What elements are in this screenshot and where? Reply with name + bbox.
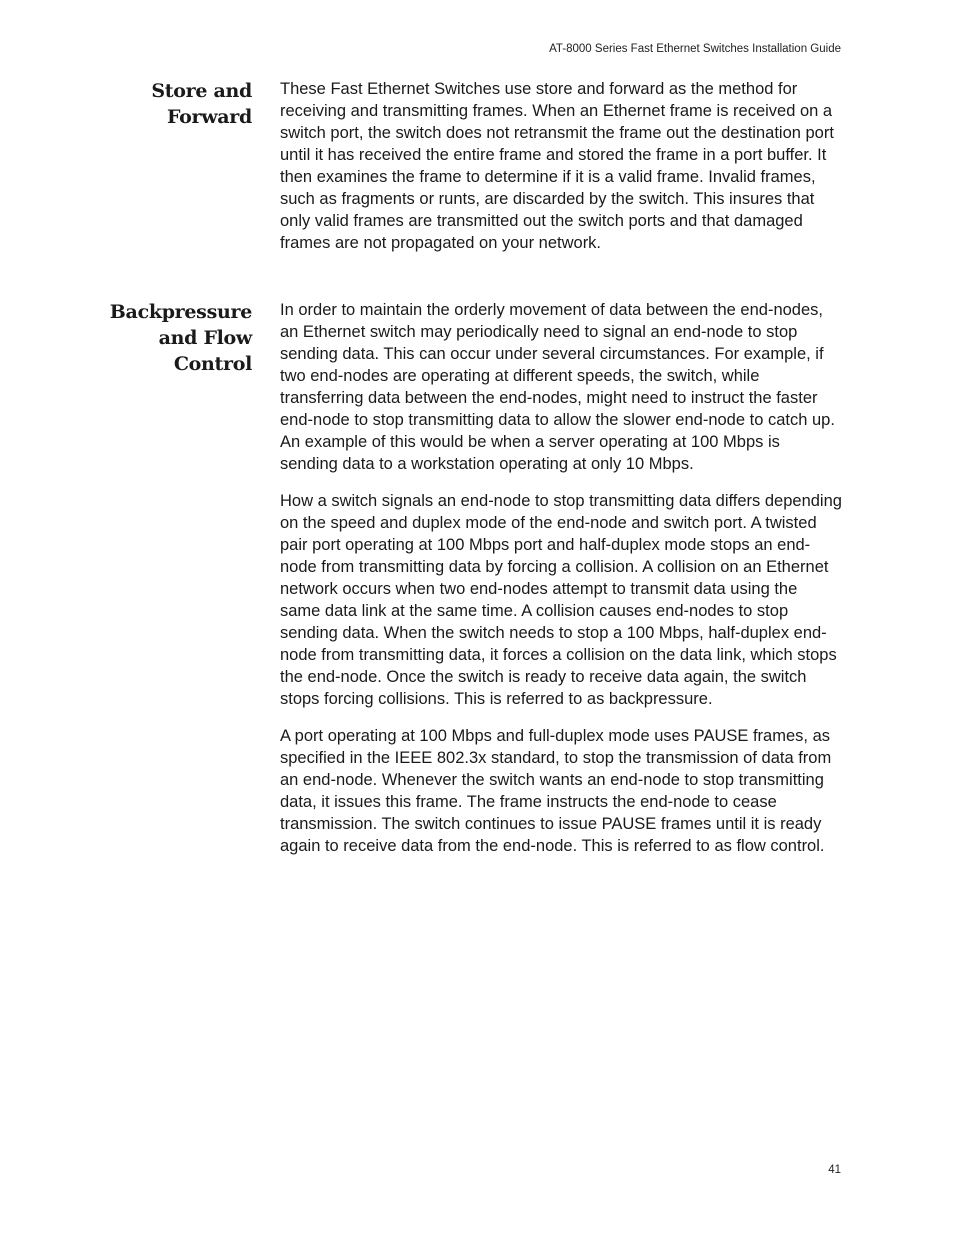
page-number: 41 (828, 1164, 841, 1176)
section-heading-line: Forward (167, 106, 252, 128)
section-heading-line: Backpressure (109, 301, 252, 323)
section-body (280, 78, 842, 269)
section-body (280, 299, 842, 872)
body-paragraph: A port operating at 100 Mbps and full-duplex mode uses PAUSE frames, as specified in the IEEE 802.3x standard, to stop the transmission of data from an end-node. Whenever the switch wants an end-node to stop transmitting data, it issues this frame. The frame instructs the end-node to cease transmission. The switch continues to issue PAUSE frames until it is ready again to receive data from the end-node. This is referred to as flow control. (280, 727, 832, 855)
body-paragraph: These Fast Ethernet Switches use store and forward as the method for receiving and transmitting frames. When an Ethernet frame is received on a switch port, the switch does not retransmit the frame out the destination port until it has received the entire frame and stored the frame in a port buffer. It then examines the frame to determine if it is a valid frame. Invalid frames, such as fragments or runts, are discarded by the switch. This insures that only valid frames are transmitted out the switch ports and that damaged frames are not propagated on your network. (280, 80, 834, 252)
section-heading-line: Control (173, 353, 252, 375)
body-paragraph: In order to maintain the orderly movement of data between the end-nodes, an Ethernet switch may periodically need to signal an end-node to stop sending data. This can occur under several circumstances. For example, if two end-nodes are operating at different speeds, the switch, while transferring data between the end-nodes, might need to instruct the faster end-node to stop transmitting data to allow the slower end-node to catch up. An example of this would be when a server operating at 100 Mbps is sending data to a workstation operating at only 10 Mbps. (280, 301, 835, 473)
section-heading (52, 299, 252, 377)
running-header: AT-8000 Series Fast Ethernet Switches Installation Guide (549, 43, 841, 55)
section-heading (52, 78, 252, 130)
section-heading-line: Store and (151, 80, 252, 102)
body-paragraph: How a switch signals an end-node to stop transmitting data differs depending on the speed and duplex mode of the end-node and switch port. A twisted pair port operating at 100 Mbps port and half-duplex mode stops an end-node from transmitting data by forcing a collision. A collision on an Ethernet network occurs when two end-nodes attempt to transmit data using the same data link at the same time. A collision causes end-nodes to stop sending data. When the switch needs to stop a 100 Mbps, half-duplex end-node from transmitting data, it forces a collision on the data link, which stops the end-node. Once the switch is ready to receive data again, the switch stops forcing collisions. This is referred to as backpressure. (280, 492, 842, 708)
section-heading-line: and Flow (158, 327, 252, 349)
